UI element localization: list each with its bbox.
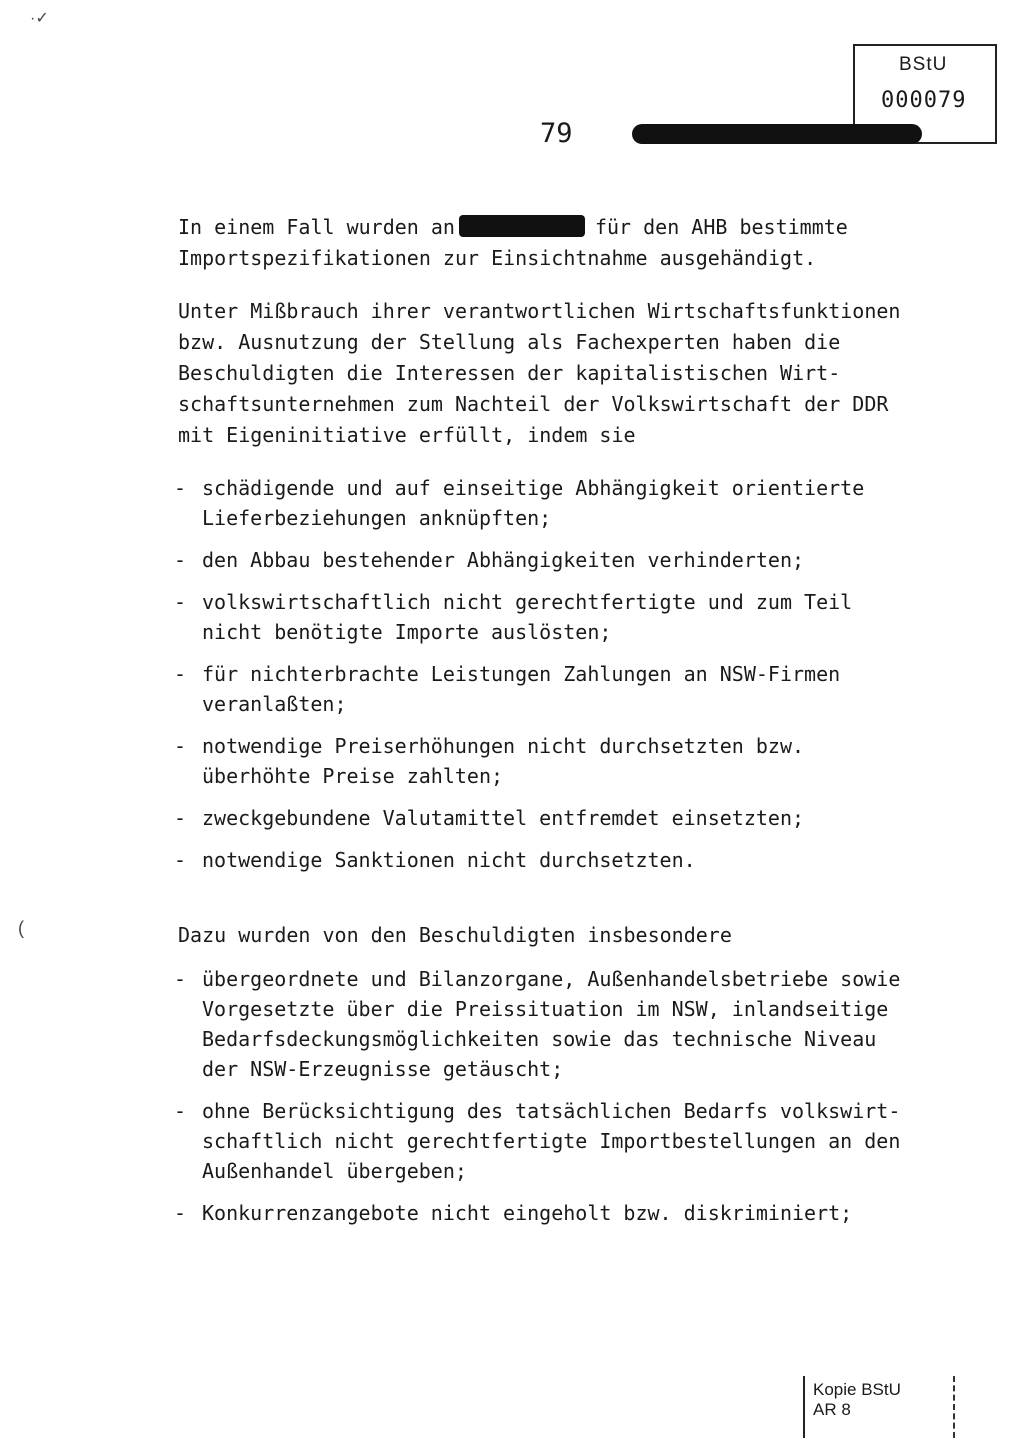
scan-mark: ·✓ (30, 10, 49, 27)
page-number: 79 (540, 118, 573, 149)
paragraph-line: mit Eigeninitiative erfüllt, indem sie (178, 423, 636, 447)
list-item: - ohne Berücksichtigung des tatsächlichen Bedarfs volkswirt- schaftlich nicht gerechtfertigte Importbestellungen an den Außenhandel übergeben; (174, 1099, 901, 1183)
list-item: - zweckgebundene Valutamittel entfremdet einsetzten; (174, 806, 805, 830)
paragraph-line: Beschuldigten die Interessen der kapitalistischen Wirt- (178, 361, 841, 385)
list-item: - übergeordnete und Bilanzorgane, Außenhandelsbetriebe sowie Vorgesetzte über die Preissituation im NSW, inlandseitige Bedarfsdeckungsmöglichkeiten sowie das technische Niveau der NSW-Erzeugnisse getäuscht; (174, 967, 901, 1081)
margin-mark: ( (18, 918, 24, 938)
list-1 (174, 473, 954, 887)
list-item: - Konkurrenzangebote nicht eingeholt bzw. diskriminiert; (174, 1201, 853, 1225)
list-2 (174, 964, 954, 1240)
intro-line-1: In einem Fall wurden an für den AHB bestimmte (178, 215, 848, 239)
paragraph-1 (178, 296, 948, 451)
paragraph-line: bzw. Ausnutzung der Stellung als Fachexperten haben die (178, 330, 841, 354)
copy-stamp-line-1: Kopie BStU (813, 1380, 901, 1399)
stamp-org: BStU (899, 54, 948, 75)
list-item: - notwendige Sanktionen nicht durchsetzten. (174, 848, 696, 872)
paragraph-line: Unter Mißbrauch ihrer verantwortlichen Wirtschaftsfunktionen (178, 299, 901, 323)
paragraph-line: schaftsunternehmen zum Nachteil der Volkswirtschaft der DDR (178, 392, 889, 416)
stamp-number: 000079 (881, 88, 967, 113)
list-item: - für nichterbrachte Leistungen Zahlungen an NSW-Firmen veranlaßten; (174, 662, 841, 716)
paragraph-2: Dazu wurden von den Beschuldigten insbesondere (178, 923, 732, 947)
intro-paragraph (178, 212, 948, 274)
list-item: - den Abbau bestehender Abhängigkeiten verhinderten; (174, 548, 805, 572)
list-item: - volkswirtschaftlich nicht gerechtfertigte und zum Teil nicht benötigte Importe auslösten; (174, 590, 853, 644)
copy-stamp-line-2: AR 8 (813, 1400, 851, 1419)
redaction-bar (632, 124, 922, 144)
list-item: - schädigende und auf einseitige Abhängigkeit orientierte Lieferbeziehungen anknüpften; (174, 476, 865, 530)
list-item: - notwendige Preiserhöhungen nicht durchsetzten bzw. überhöhte Preise zahlten; (174, 734, 805, 788)
intro-line-2: Importspezifikationen zur Einsichtnahme ausgehändigt. (178, 246, 817, 270)
copy-stamp (803, 1376, 955, 1438)
inline-redaction (459, 215, 585, 237)
